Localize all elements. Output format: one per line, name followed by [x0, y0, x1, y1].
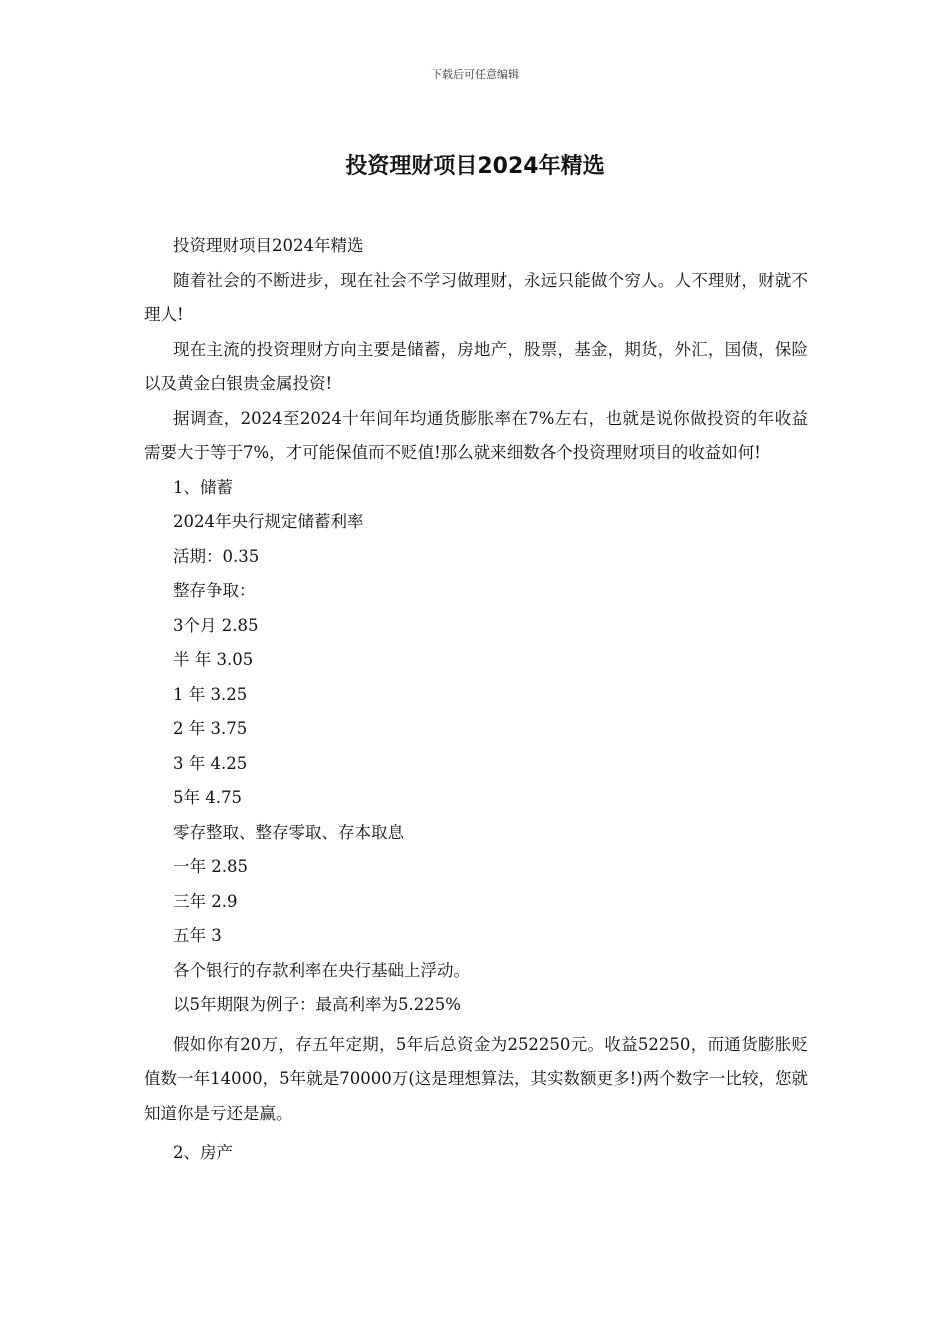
rate-line-1-year: 1 年 3.25 — [173, 684, 248, 704]
paragraph-calculation: 假如你有20万，存五年定期，5年后总资金为252250元。收益52250，而通货膨胀贬值数一年14000，5年就是70000万(这是理想算法，其实数额更多!)两个数字一比较，您就知道你是亏还是赢。 — [144, 1034, 808, 1123]
paragraph-intro: 随着社会的不断进步，现在社会不学习做理财，永远只能做个穷人。人不理财，财就不理人! — [144, 270, 808, 324]
document-title: 投资理财项目2024年精选 — [345, 154, 605, 179]
paragraph-inflation-survey: 据调查，2024至2024十年间年均通货膨胀率在7%左右，也就是说你做投资的年收益需要大于等于7%，才可能保值而不贬值!那么就来细数各个投资理财项目的收益如何! — [144, 408, 808, 462]
rate-line-demand: 活期：0.35 — [173, 546, 260, 566]
paragraph-investment-directions: 现在主流的投资理财方向主要是储蓄，房地产，股票，基金，期货，外汇，国债，保险以及黄金白银贵金属投资! — [144, 339, 808, 393]
section-heading-real-estate: 2、房产 — [173, 1143, 233, 1162]
page-header-note: 下载后可任意编辑 — [431, 68, 519, 81]
rate-line-one-year: 一年 2.85 — [173, 857, 248, 876]
paragraph-bank-float: 各个银行的存款利率在央行基础上浮动。 — [173, 960, 470, 980]
rate-line-2-years: 2 年 3.75 — [173, 719, 248, 738]
paragraph-subtitle: 投资理财项目2024年精选 — [173, 236, 364, 255]
rate-line-3-years: 3 年 4.25 — [173, 753, 248, 773]
rate-line-fixed-heading: 整存争取： — [173, 581, 256, 600]
section-heading-savings: 1、储蓄 — [173, 477, 233, 497]
document-body — [144, 229, 808, 1171]
savings-rate-heading: 2024年央行规定储蓄利率 — [173, 512, 364, 531]
rate-line-other-types-heading: 零存整取、整存零取、存本取息 — [173, 822, 404, 842]
rate-line-five-years: 五年 3 — [173, 926, 222, 945]
rate-line-half-year: 半 年 3.05 — [173, 650, 254, 669]
rate-line-3-months: 3个月 2.85 — [173, 615, 259, 635]
rate-line-5-years: 5年 4.75 — [173, 788, 242, 807]
paragraph-5-year-example: 以5年期限为例子：最高利率为5.225% — [173, 995, 461, 1014]
rate-line-three-years: 三年 2.9 — [173, 891, 238, 911]
